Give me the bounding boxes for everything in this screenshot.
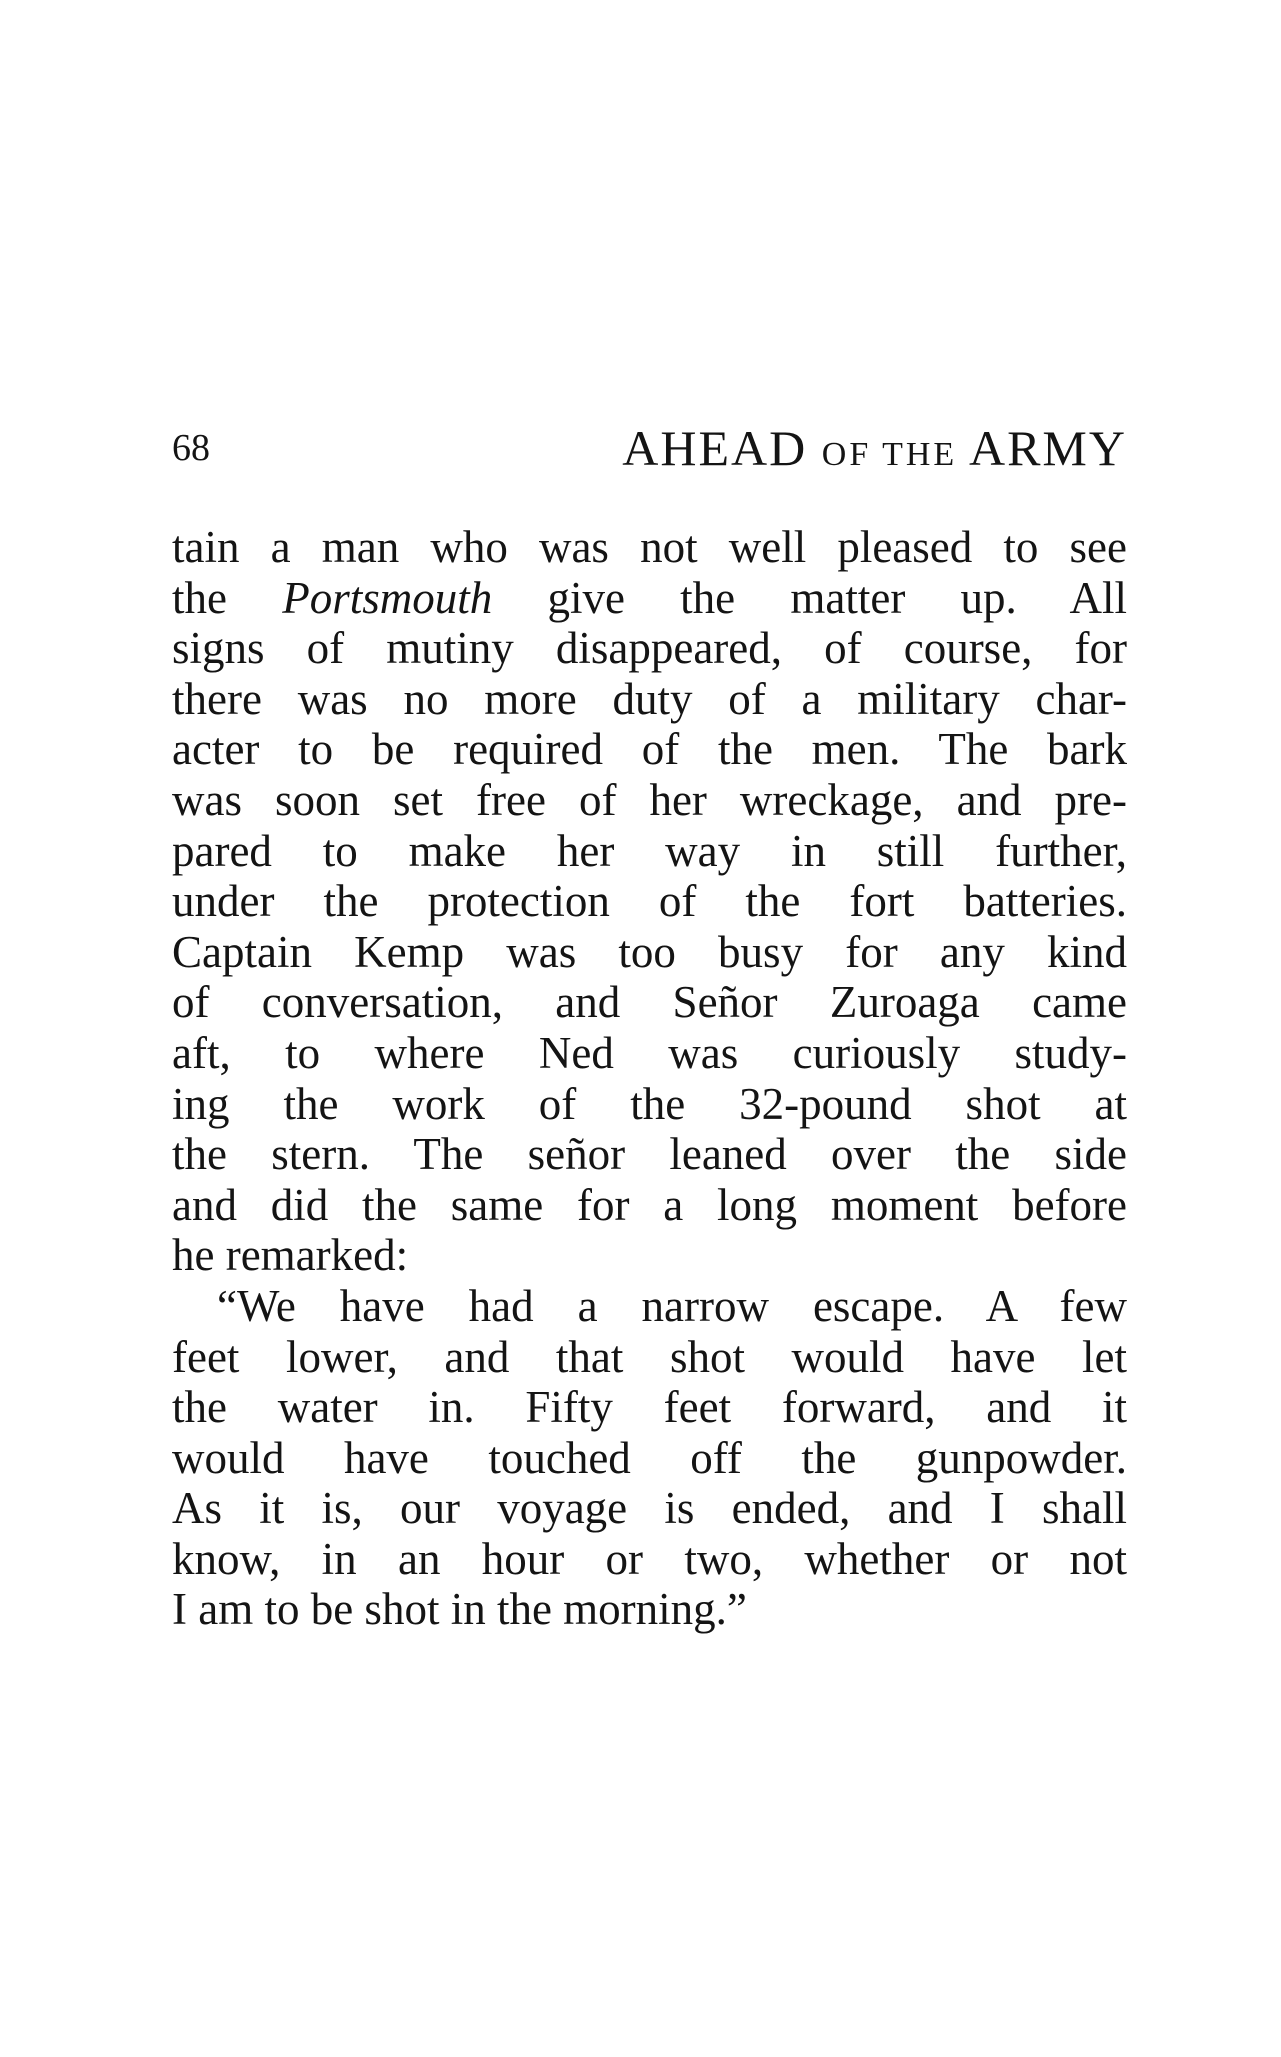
text-line: the water in. Fifty feet forward, and it (172, 1382, 1127, 1433)
title-word-of-the: OF THE (821, 436, 958, 473)
text-line: the stern. The señor leaned over the side (172, 1129, 1127, 1180)
text-line: pared to make her way in still further, (172, 825, 1127, 876)
running-header (172, 418, 1127, 478)
running-title (622, 418, 1127, 485)
text-line: and did the same for a long moment before (172, 1179, 1127, 1230)
text-line: was soon set free of her wreckage, and pre- (172, 774, 1127, 825)
text-line: Captain Kemp was too busy for any kind (172, 926, 1127, 977)
text-line: As it is, our voyage is ended, and I shall (172, 1483, 1127, 1534)
text-line: signs of mutiny disappeared, of course, for (172, 623, 1127, 674)
text-line: aft, to where Ned was curiously study- (172, 1027, 1127, 1078)
title-word-ahead: AHEAD (622, 420, 808, 476)
text-line: the Portsmouth give the matter up. All (172, 572, 1127, 623)
title-word-army: ARMY (968, 420, 1127, 476)
text-line: of conversation, and Señor Zuroaga came (172, 977, 1127, 1028)
text-line: under the protection of the fort batteries. (172, 876, 1127, 927)
text-line: acter to be required of the men. The bark (172, 724, 1127, 775)
text-line: I am to be shot in the morning.” (172, 1584, 747, 1635)
ship-name-italic: Portsmouth (282, 572, 493, 623)
text-line: he remarked: (172, 1230, 409, 1281)
text-line: would have touched off the gunpowder. (172, 1432, 1127, 1483)
text-line: ing the work of the 32-pound shot at (172, 1078, 1127, 1129)
text-line: there was no more duty of a military char- (172, 673, 1127, 724)
page-number: 68 (172, 427, 210, 469)
body-text (172, 522, 1127, 1635)
text-line: “We have had a narrow escape. A few (217, 1280, 1127, 1331)
text-line: know, in an hour or two, whether or not (172, 1533, 1127, 1584)
text-line: feet lower, and that shot would have let (172, 1331, 1127, 1382)
text-line: tain a man who was not well pleased to see (172, 522, 1127, 572)
